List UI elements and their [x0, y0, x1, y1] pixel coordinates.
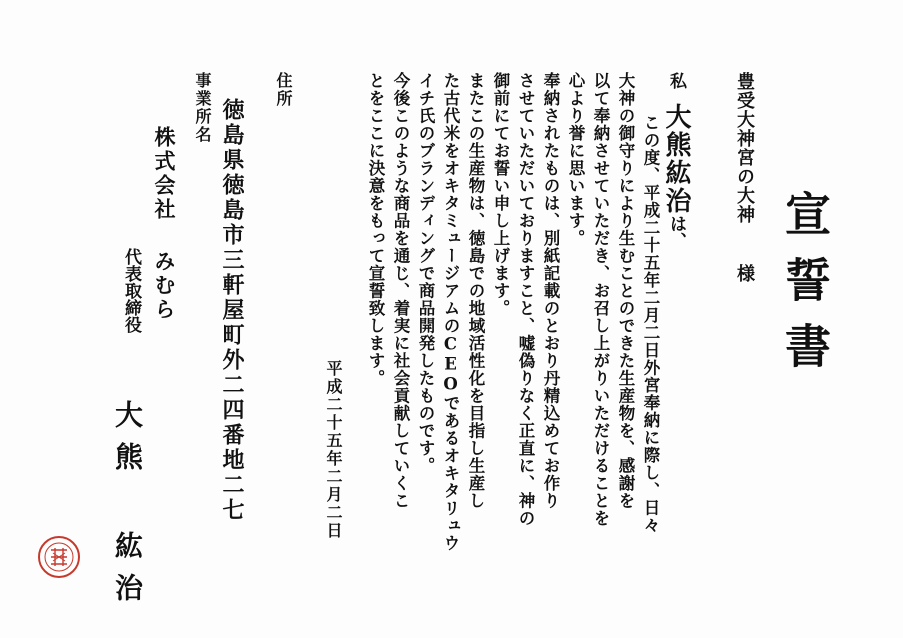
addressee-name: 豊受大神宮の大神 — [734, 72, 755, 224]
body-line: 御前にてお誓い申し上げます。 — [491, 72, 510, 317]
self-prefix: 私 — [666, 72, 686, 89]
self-suffix: は、 — [666, 215, 686, 249]
body-line: 大神の御守りにより生むことのできた生産物を、感謝を — [616, 72, 635, 510]
body-line: させていただいておりますこと、嘘偽りなく正直に、神の — [516, 72, 535, 527]
business-label: 事業所名 — [193, 72, 212, 144]
body-line: この度、平成二十五年二月二日外宮奉納に際し、日々 — [641, 114, 660, 534]
representative-name: 大熊 紘治 — [111, 400, 144, 615]
company-seal-icon — [38, 536, 80, 578]
addressee — [735, 72, 753, 283]
address: 徳島県徳島市三軒屋町外二四番地二七 — [219, 98, 245, 523]
declarant-name: 大熊紘治 — [661, 103, 691, 215]
body-line: た古代米をオキタミュージアムのCEOであるオキタリュウ — [441, 72, 460, 552]
body-line: 心より誉に思います。 — [566, 72, 585, 247]
body-line: またこの生産物は、徳島での地域活性化を目指し生産し — [466, 72, 485, 510]
body-line: とをここに決意をもって宣誓致します。 — [366, 72, 385, 387]
address-label: 住所 — [274, 72, 293, 108]
body-line: 今後このような商品を通じ、着実に社会貢献していくこ — [391, 72, 410, 510]
oath-date: 平成二十五年二月二日 — [324, 360, 343, 540]
company-name: 株式会社 みむら — [152, 126, 177, 322]
body-line: 以て奉納させていただき、お召し上がりいただけることを — [591, 72, 610, 527]
declarant-line — [663, 72, 689, 249]
representative-title: 代表取締役 — [121, 248, 141, 333]
body-line: イチ氏のブランディングで商品開発したものです。 — [416, 72, 435, 475]
document-title: 宣誓書 — [778, 190, 832, 388]
body-line: 奉納されたものは、別紙記載のとおり丹精込めてお作り — [541, 72, 560, 510]
addressee-honorific: 様 — [734, 264, 755, 283]
seal-graphic — [40, 538, 78, 576]
